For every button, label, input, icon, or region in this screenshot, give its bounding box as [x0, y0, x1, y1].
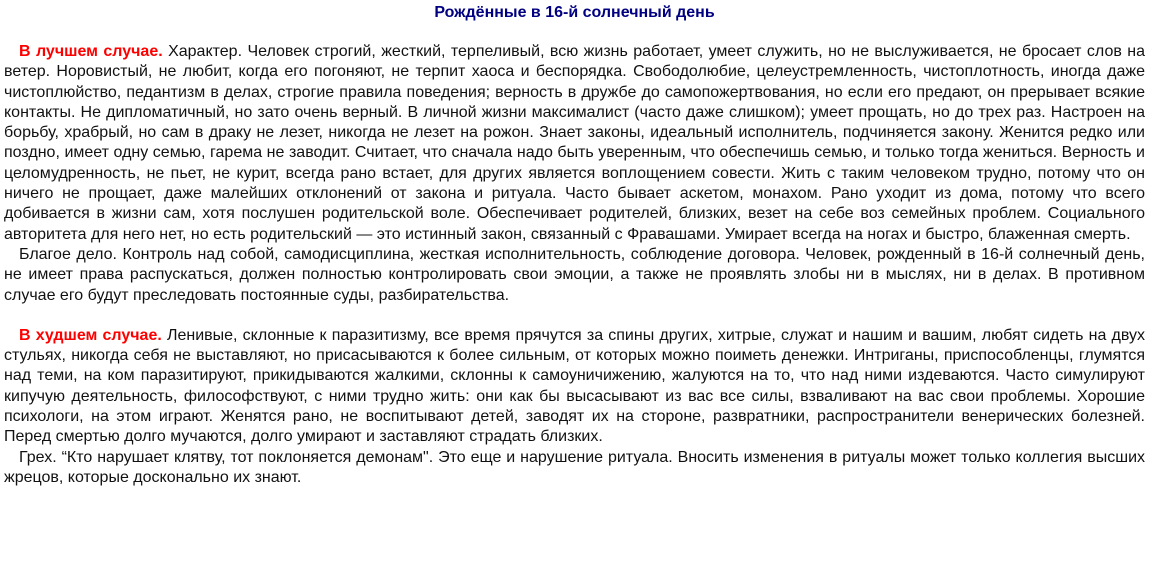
worst-case-heading: В худшем случае. [19, 326, 162, 344]
section-spacer [4, 306, 1145, 326]
worst-case-paragraph [4, 326, 1145, 448]
best-case-text: Характер. Человек строгий, жесткий, терпеливый, всю жизнь работает, умеет служить, но не выслуживается, не бросает слов на ветер. Норовистый, не любит, когда его погоняют, не терпит хаоса и беспорядка. Свободолюбие, целеустремленность, чистоплотность, иногда даже чистоплюйство, педантизм в делах, строгие правила поведения; верность в дружбе до самопожертвования, но если его предают, он прерывает всякие контакты. Не дипломатичный, но зато очень верный. В личной жизни максималист (часто даже слишком); умеет прощать, но до трех раз. Настроен на борьбу, храбрый, но сам в драку не лезет, никогда не лезет на рожон. Знает законы, идеальный исполнитель, подчиняется закону. Женится редко или поздно, имеет одну семью, гарема не заводит. Считает, что сначала надо быть уверенным, что обеспечишь семью, и только тогда жениться. Верность и целомудренность, не пьет, не курит, всегда рано встает, для других является воплощением совести. Жить с таким человеком трудно, потому что он ничего не прощает, даже малейших отклонений от закона и ритуала. Часто бывает аскетом, монахом. Рано уходит из дома, потому что всего добивается в жизни сам, хотя послушен родительской воле. Обеспечивает родителей, близких, везет на себе воз семейных проблем. Социального авторитета для него нет, но есть родительский — это истинный закон, связанный с Фравашами. Умирает всегда на ногах и быстро, блаженная смерть. [4, 43, 1145, 243]
best-case-heading: В лучшем случае. [19, 43, 163, 60]
best-case-paragraph [4, 42, 1145, 245]
sin-paragraph: Грех. “Кто нарушает клятву, тот поклоняется демонам". Это еще и нарушение ритуала. Вносить изменения в ритуалы может только коллегия высших жрецов, которые досконально их знают. [4, 448, 1145, 486]
page-title: Рождённые в 16-й солнечный день [434, 4, 715, 21]
worst-case-text: Ленивые, склонные к паразитизму, все время прячутся за спины других, хитрые, служат и нашим и вашим, любят сидеть на двух стульях, никогда себя не выставляют, но присасываются к более сильным, от которых можно поиметь денежки. Интриганы, приспособленцы, глумятся над теми, на ком паразитируют, прикидываются жалкими, склонны к самоуничижению, жалуются на то, что над ними издеваются. Часто симулируют кипучую деятельность, философствуют, с ними трудно жить: они как бы высасывают из вас все силы, взваливают на вас свои проблемы. Хорошие психологи, на этом играют. Женятся рано, не воспитывают детей, заводят их на стороне, развратники, распространители венерических болезней. Перед смертью долго мучаются, долго умирают и заставляют страдать близких. [4, 326, 1145, 446]
virtue-paragraph: Благое дело. Контроль над собой, самодисциплина, жесткая исполнительность, соблюдение договора. Человек, рожденный в 16-й солнечный день, не имеет права распускаться, должен полностью контролировать свои эмоции, а также не проявлять злобы ни в мыслях, ни в делах. В противном случае его будут преследовать постоянные суды, разбирательства. [4, 245, 1145, 304]
